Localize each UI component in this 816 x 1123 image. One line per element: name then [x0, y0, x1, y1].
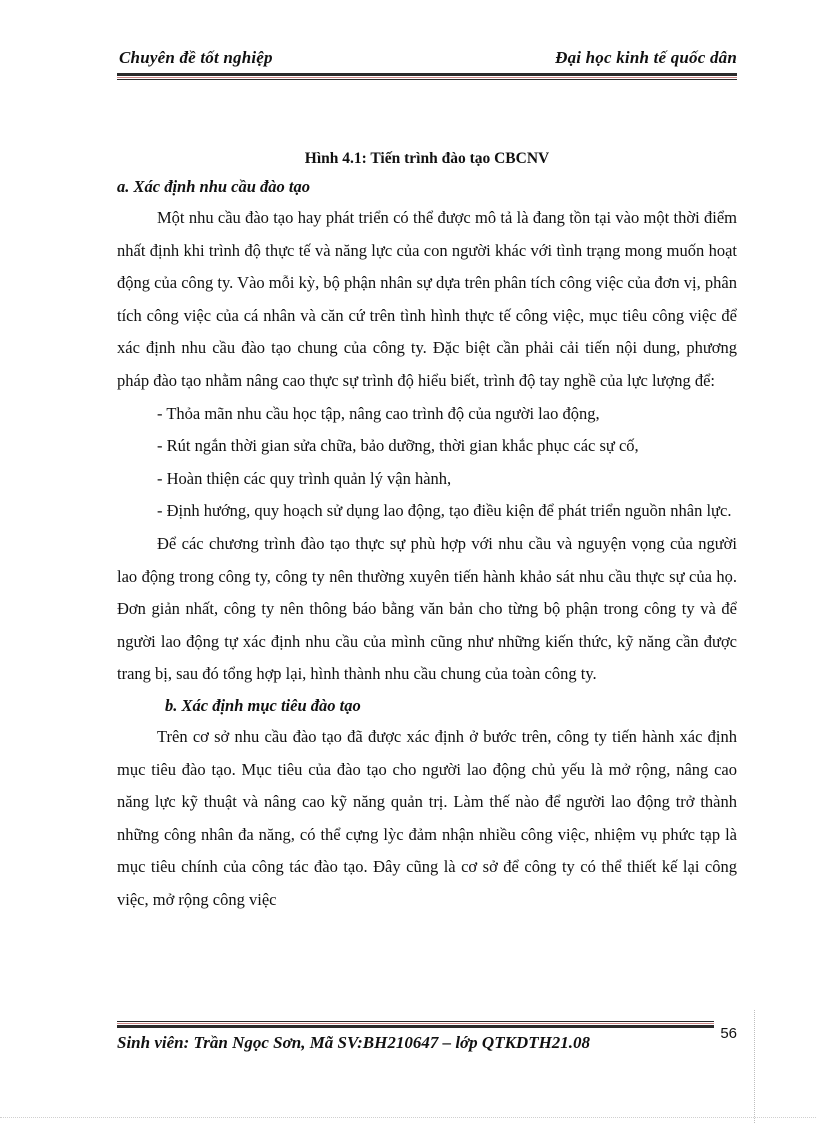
- page-body: [117, 146, 737, 916]
- bullet-item: - Hoàn thiện các quy trình quản lý vận hành,: [157, 468, 452, 488]
- header-thesis-title: Chuyên đề tốt nghiệp: [119, 48, 273, 67]
- bullet-item: - Thỏa mãn nhu cầu học tập, nâng cao trình độ của người lao động,: [157, 403, 600, 423]
- section-a-paragraph-1: Một nhu cầu đào tạo hay phát triển có thể được mô tả là đang tồn tại vào một thời điểm nhất định khi trình độ thực tế và năng lực của con người khác với tình trạng mong muốn hoạt động của công ty. Vào mỗi kỳ, bộ phận nhân sự dựa trên phân tích công việc của đơn vị, phân tích công việc của cá nhân và căn cứ trên tình hình thực tế công việc, mục tiêu công việc để xác định nhu cầu đào tạo chung của công ty. Đặc biệt cần phải cải tiến nội dung, phương pháp đào tạo nhằm nâng cao thực sự trình độ hiểu biết, trình độ tay nghề của lực lượng để:: [117, 208, 737, 390]
- footer-student-info: Sinh viên: Trần Ngọc Sơn, Mã SV:BH210647 – lớp QTKDTH21.08: [117, 1033, 591, 1052]
- figure-caption: Hình 4.1: Tiến trình đào tạo CBCNV: [304, 150, 550, 167]
- footer-rule: [117, 1025, 714, 1028]
- margin-guide-horizontal: [0, 1117, 816, 1119]
- header-rule-thin: [117, 79, 737, 80]
- page-number: 56: [720, 1025, 737, 1042]
- section-a-paragraph-2: Để các chương trình đào tạo thực sự phù hợp với nhu cầu và nguyện vọng của người lao động trong công ty, công ty nên thường xuyên tiến hành khảo sát nhu cầu thực sự của họ. Đơn giản nhất, công ty nên thông báo bằng văn bản cho từng bộ phận trong công ty và để người lao động tự xác định nhu cầu của mình cũng như những kiến thức, kỹ năng cần được trang bị, sau đó tổng hợp lại, hình thành nhu cầu chung của toàn công ty.: [117, 533, 737, 684]
- bullet-item: - Định hướng, quy hoạch sử dụng lao động, tạo điều kiện để phát triển nguồn nhân lực.: [157, 501, 732, 521]
- section-a-heading: a. Xác định nhu cầu đào tạo: [117, 177, 311, 196]
- header-rule: [117, 73, 737, 76]
- page-header: [117, 48, 737, 74]
- footer-rule-accent: [117, 1023, 714, 1024]
- page-footer: [117, 1021, 737, 1071]
- footer-rule-thin: [117, 1021, 714, 1022]
- header-university: Đại học kinh tế quốc dân: [555, 48, 737, 67]
- section-b-paragraph-1: Trên cơ sở nhu cầu đào tạo đã được xác định ở bước trên, công ty tiến hành xác định mục tiêu đào tạo. Mục tiêu của đào tạo cho người lao động chủ yếu là mở rộng, nâng cao năng lực kỹ thuật và nâng cao kỹ năng quản trị. Làm thế nào để người lao động trở thành những công nhân đa năng, có thể cựng lỳc đảm nhận nhiều công việc, nhiệm vụ phức tạp là mục tiêu chính của công tác đào tạo. Đây cũng là cơ sở để công ty có thể thiết kế lại công việc, mở rộng công việc: [117, 726, 737, 909]
- section-b-heading: b. Xác định mục tiêu đào tạo: [165, 695, 361, 715]
- margin-guide-vertical: [754, 1010, 756, 1123]
- header-rule-accent: [117, 77, 737, 78]
- bullet-item: - Rút ngắn thời gian sửa chữa, bảo dưỡng, thời gian khắc phục các sự cố,: [157, 436, 639, 456]
